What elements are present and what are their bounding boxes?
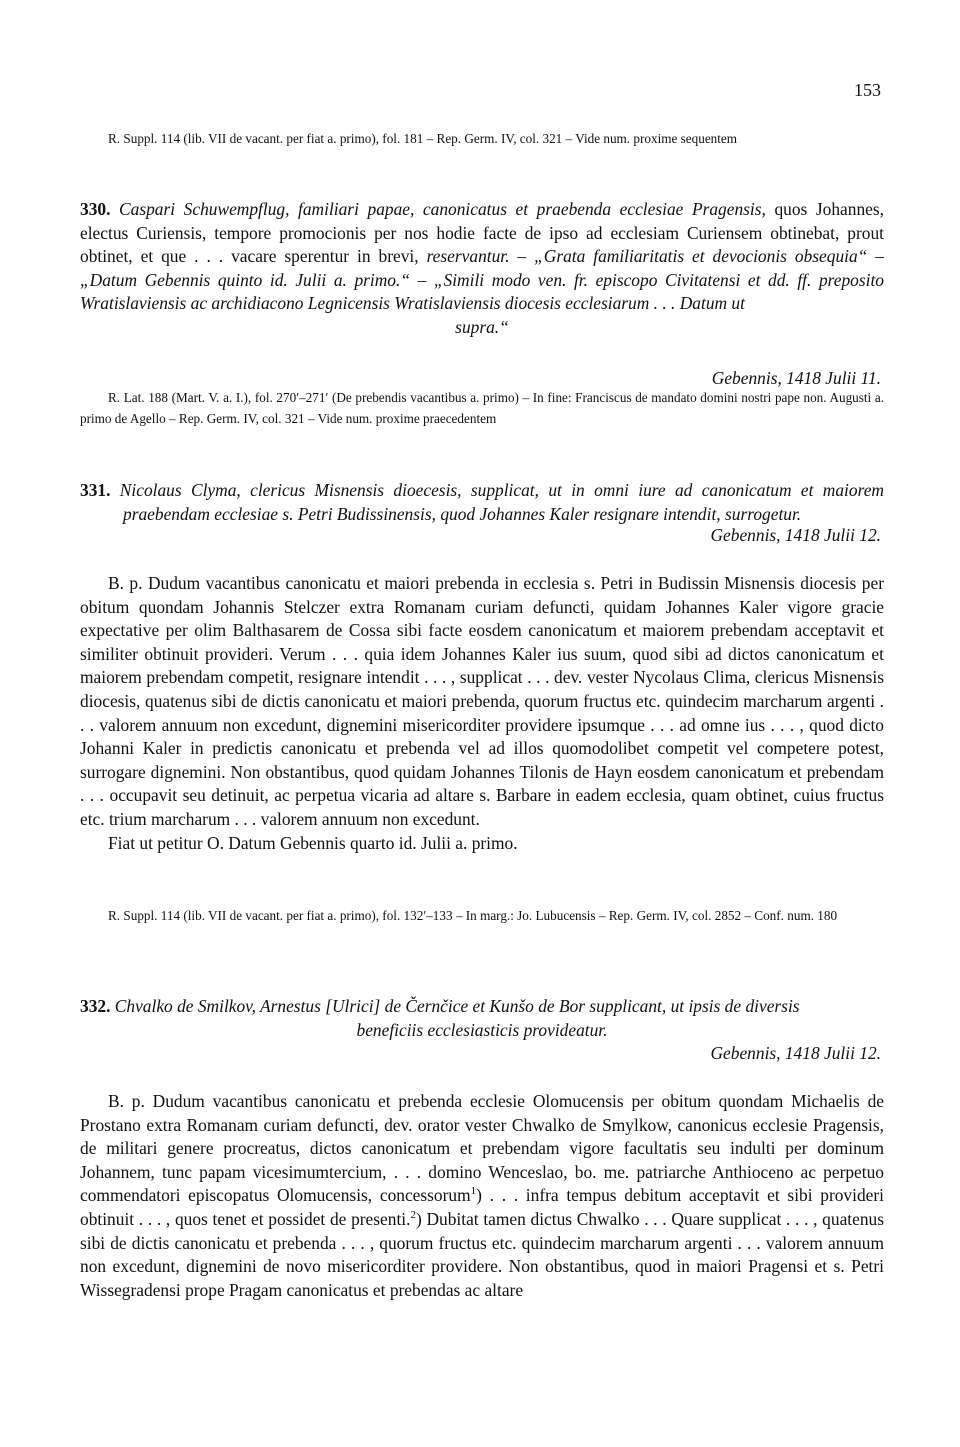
entry-330 <box>80 198 884 340</box>
footnote-ref-1[interactable]: 1 <box>470 1185 477 1198</box>
entry-332-text-3: ) Dubitat tamen dictus Chwalko . . . Quare supplicat . . . , quatenus sibi de dictis canonicatu et prebenda . . . , quorum fructus etc. quindecim marcharum argenti . . . valorem annuum non excedunt, dignemini de novo misericorditer providere. Non obstantibus, quod in maiori Pragensi et s. Petri Wissegradensi prope Pragam canonicatus et prebendas ac altare <box>80 1208 884 1300</box>
entry-331-number: 331. <box>80 480 111 500</box>
entry-332-title: Chvalko de Smilkov, Arnestus [Ulrici] de Černčice et Kunšo de Bor supplicant, ut ipsis de diversis <box>114 996 800 1016</box>
entry-331-heading <box>80 479 884 526</box>
entry-332-paragraph <box>80 1090 884 1302</box>
entry-332-body <box>80 1090 884 1302</box>
entry-330-text-italic: reservantur. – „Grata familiaritatis et devocionis obsequia“ – „Datum Gebennis quinto id. Julii a. primo.“ – „Simili modo ven. fr. episcopo Civitatensi et dd. ff. preposito Wratislaviensis ac archidiacono Legnicensis Wratislaviensis diocesis ecclesiarum . . . Datum ut <box>80 246 884 314</box>
entry-330-addressee: Caspari Schuwempflug, familiari papae, canonicatus et praebenda ecclesiae Pragensis, <box>119 199 766 219</box>
entry-332-date: Gebennis, 1418 Julii 12. <box>710 1043 881 1063</box>
entry-332-heading <box>80 995 884 1042</box>
entry-330-text: quos Johannes, electus Curiensis, tempore promocionis per nos hodie facte de ipso ad ecclesiam Curiensem obtinebat, prout obtinet, et que . . . vacare sperentur in brevi, <box>80 199 885 267</box>
page-number: 153 <box>854 80 881 100</box>
footnote-330-prev: R. Suppl. 114 (lib. VII de vacant. per fiat a. primo), fol. 181 – Rep. Germ. IV, col. 321 – Vide num. proxime sequentem <box>108 131 738 146</box>
entry-331-paragraph: B. p. Dudum vacantibus canonicatu et maiori prebenda in ecclesia s. Petri in Budissin Misnensis diocesis per obitum quondam Johannis Stelczer extra Romanam curiam defuncti, quidam Johannes Kaler vigore gracie expectative per olim Balthasarem de Cossa sibi facte eosdem canonicatum et maiorem prebendam acceptavit et similiter obtinuit provideri. Verum . . . quia idem Johannes Kaler ius suum, quod sibi ad dictos canonicatum et maiorem prebendam competit, resignare intendit . . . , supplicat . . . dev. vester Nycolaus Clima, clericus Misnensis diocesis, quatenus sibi de dictis canonicatu et maiori prebenda, quorum fructus etc. quindecim marcharum argenti . . . valorem annuum non excedunt, dignemini misericorditer providere ipsumque . . . ad omne ius . . . , quod dicto Johanni Kaler in predictis canonicatu et prebenda vel ad illos quomodolibet competit vel competere potest, surrogare dignemini. Non obstantibus, quod quidam Johannes Tilonis de Hayn eosdem canonicatum et prebendam . . . occupavit seu detinuit, ac perpetua vicaria ad altare s. Barbare in eadem ecclesia, quam obtinet, cuius fructus etc. trium marcharum . . . valorem annuum non excedunt. <box>80 573 884 829</box>
footnote-330: R. Lat. 188 (Mart. V. a. I.), fol. 270′–271′ (De prebendis vacantibus a. primo) – In fine: Franciscus de mandato domini nostri pape non. Augusti a. primo de Agello – Rep. Germ. IV, col. 321 – Vide num. proxime praecedentem <box>80 390 884 426</box>
entry-332-text-1: B. p. Dudum vacantibus canonicatu et prebenda ecclesie Olomucensis per obitum quondam Michaelis de Prostano extra Romanam curiam defuncti, dev. orator vester Chwalko de Smylkow, canonicus ecclesie Pragensis, de militari genere procreatus, dictos canonicatum et prebendam vigore facultatis seu indulti per dominum Johannem, tunc papam vicesimumtercium, . . . domino Wenceslao, bo. me. patriarche Anthioceno ac perpetuo commendatori episcopatus Olomucensis, concessorum <box>80 1091 884 1206</box>
entry-331-date: Gebennis, 1418 Julii 12. <box>710 525 881 545</box>
entry-331-title: Nicolaus Clyma, clericus Misnensis dioecesis, supplicat, ut in omni iure ad canonicatum et maiorem praebendam ecclesiae s. Petri Budissinensis, quod Johannes Kaler resignare intendit, surrogetur. <box>119 480 884 524</box>
entry-330-closing: supra.“ <box>455 316 509 337</box>
entry-330-number: 330. <box>80 199 111 219</box>
footnote-ref-2[interactable]: 2 <box>410 1209 416 1222</box>
entry-332-title-cont: beneficiis ecclesiasticis provideatur. <box>356 1019 608 1040</box>
entry-331-body <box>80 572 884 855</box>
entry-331-concession: Fiat ut petitur O. Datum Gebennis quarto id. Julii a. primo. <box>108 832 518 853</box>
entry-330-date: Gebennis, 1418 Julii 11. <box>711 368 881 388</box>
entry-332-number: 332. <box>80 996 111 1016</box>
entry-332-text-2: ) . . . infra tempus debitum acceptavit et sibi provideri obtinuit . . . , quos tenet et possidet de presenti. <box>80 1185 884 1229</box>
footnote-331: R. Suppl. 114 (lib. VII de vacant. per fiat a. primo), fol. 132′–133 – In marg.: Jo. Lubucensis – Rep. Germ. IV, col. 2852 – Conf. num. 180 <box>108 908 838 923</box>
